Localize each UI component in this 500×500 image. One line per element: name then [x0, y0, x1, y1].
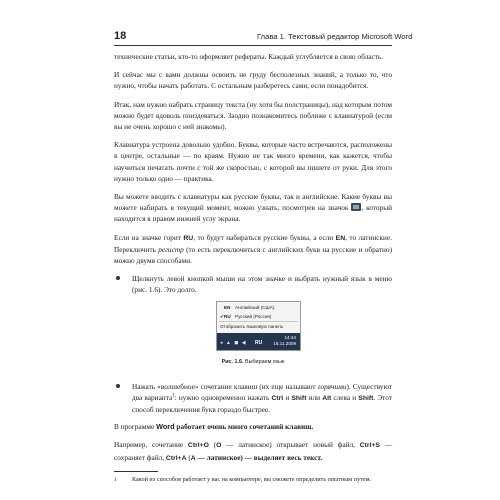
paragraph-8: [114, 439, 392, 463]
menu-item-en: [220, 304, 274, 311]
menu-item-label: Русский (Россия): [235, 313, 272, 319]
language-menu-screenshot: [216, 301, 301, 351]
en-code: EN: [335, 234, 346, 242]
key-alt: Alt: [322, 394, 332, 402]
p7-text-b: работает очень много сочетаний клавиш.: [176, 422, 314, 432]
menu-item-label: Английский (США): [235, 304, 275, 310]
b2-and: и: [285, 392, 290, 402]
ru-code: RU: [183, 234, 194, 242]
p8-text-a: Например, сочетание: [114, 440, 184, 450]
running-header: [114, 30, 413, 46]
b2-or: или: [308, 392, 321, 402]
p8-paren-2: (: [188, 452, 191, 462]
tray-icons: ◂ ▲ ◼ ◀: [220, 339, 247, 346]
shortcut-ctrl-o: Ctrl+O: [187, 442, 209, 450]
clock-date: 16.11.2009: [273, 340, 296, 346]
p8-text-c: — сохраняет файл,: [114, 440, 393, 462]
paragraph-6: [114, 232, 392, 267]
bullet-item-1: [114, 273, 392, 295]
paragraph-2: И сейчас мы с вами должны освоить не груду бесполезных знаний, а только то, что нужно, чтобы начать работать. С остальным разберетесь сами, если понадобится.: [114, 70, 392, 91]
p6-text-d: (то есть переключиться с английских букв на русские и обратно) можно двумя способами.: [114, 244, 393, 266]
paragraph-4: Клавиатура устроена довольно удобно. Буквы, которые часто встречаются, расположены в центре, остальные — по краям. Нужно не так много времени, как кажется, чтобы научиться печатать почти с той же скоростью, с которой вы пишете от руки. Для этого нужно только одно — практика.: [114, 140, 392, 183]
check-icon: ✔: [220, 313, 224, 319]
footnote-text: Какой из способов работает у вас на компьютере, вы сможете определить опытным путем.: [132, 475, 372, 483]
b2-text-c: : нужно одновременно нажать: [174, 392, 270, 402]
taskbar: [217, 333, 300, 350]
register-term: регистр: [158, 244, 184, 254]
key-ctrl: Ctrl: [271, 394, 284, 402]
p8-text-d: — латинское) — выделяет весь текст.: [197, 452, 323, 462]
menu-item-code: EN: [224, 304, 231, 310]
shortcut-ctrl-a: Ctrl+A: [165, 454, 187, 462]
word-term: Word: [156, 422, 175, 432]
menu-item-ru: [220, 313, 271, 320]
language-indicator-icon: [351, 203, 361, 211]
p7-text-a: В программе: [114, 422, 155, 432]
hotkeys-term: горячими: [317, 381, 347, 391]
paragraph-5-tail: , который находится в правом нижней углу экрана.: [114, 203, 392, 224]
bullet-dot-icon: [116, 384, 120, 388]
p8-text-b: — латинское) открывает новый файл,: [226, 440, 355, 450]
menu-item-code: RU: [224, 313, 231, 319]
footnote: [114, 476, 392, 484]
p6-text-c: , то латинские. Переключить: [114, 232, 393, 254]
b2-text-b: ). Существуют два варианта: [132, 381, 392, 402]
footnote-ref: 1: [172, 393, 175, 399]
key-shift: Shift: [291, 394, 307, 402]
paragraph-1: технические статьи, кто-то оформляет рефераты. Каждый углубляется в свою область.: [114, 52, 384, 61]
b2-text-a: Нажать «волшебное» сочетание клавиш (их еще называют: [132, 381, 316, 391]
letter-o: O: [216, 442, 222, 450]
page-body: [114, 51, 392, 484]
b2-text-d: слева и: [333, 392, 357, 402]
b2-text-e: . Этот способ переключения букв гораздо быстрее.: [132, 392, 393, 415]
footnote-number: 1: [114, 476, 117, 483]
caption-text: Выбираем язык: [245, 358, 285, 365]
bullet-dot-icon: [116, 276, 120, 280]
clock-time: 14:44: [284, 334, 296, 340]
bullet-1-text: Щелкнуть левой кнопкой мыши на этом значке и выбрать нужный язык в меню (рис. 1.6). Это долго.: [132, 274, 392, 295]
figure-1-6: [114, 301, 392, 377]
menu-divider: [219, 321, 298, 322]
paragraph-3: Итак, нам нужно набрать страницу текста (ну хотя бы полстраницы), над которым потом можно будет вдоволь поиздеваться. Заодно познакомитесь поближе с клавиатурой (если вы не очень хорошо с ней знакомы).: [114, 99, 392, 132]
bullet-item-2: [114, 381, 392, 416]
taskbar-language: RU: [255, 339, 263, 346]
key-shift-2: Shift: [358, 394, 374, 402]
caption-label: Рис. 1.6.: [221, 358, 244, 365]
p8-paren-1: (: [213, 440, 217, 450]
footnote-divider: [114, 471, 158, 472]
paragraph-7: [114, 421, 392, 432]
page-number: 18: [114, 30, 127, 42]
menu-item-show-bar: Отобразить языковую панель: [220, 323, 284, 329]
p6-text-b: , то будут набираться русские буквы, а если: [193, 232, 334, 242]
shortcut-ctrl-s: Ctrl+S: [359, 442, 380, 450]
taskbar-clock: [273, 335, 296, 347]
paragraph-5: [114, 191, 392, 225]
p6-text-a: Если на значке горит: [114, 232, 181, 242]
letter-a: A: [190, 454, 196, 462]
paragraph-5-text: Вы можете вводить с клавиатуры как русские буквы, так и английские. Какие буквы вы можете набирать в текущий момент, можно узнать, посмотрев на значок: [114, 192, 392, 213]
figure-caption: [114, 357, 392, 368]
chapter-title: Глава 1. Текстовый редактор Microsoft Word: [257, 32, 413, 41]
